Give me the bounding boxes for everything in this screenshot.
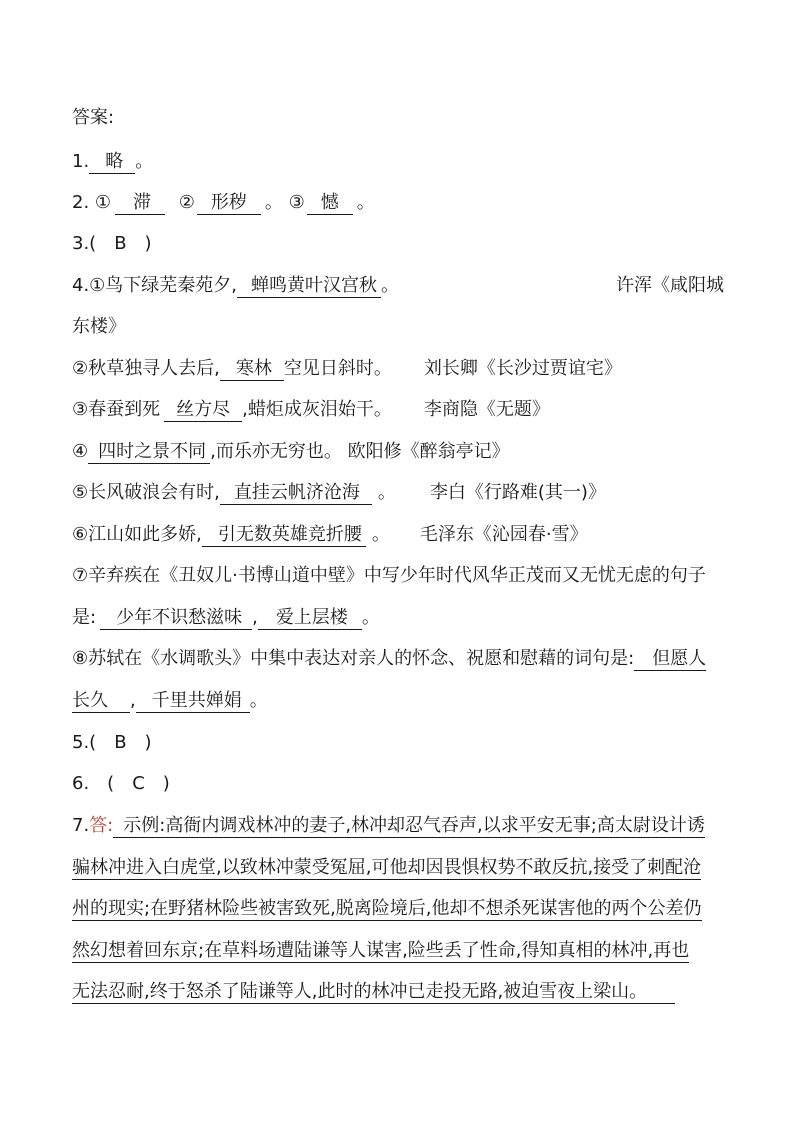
answer-4-item-1 <box>72 274 724 298</box>
q4-i3-prefix: ③春蚕到死 <box>72 399 161 420</box>
q4-i5-prefix: ⑤长风破浪会有时, <box>72 482 220 503</box>
q4-i2-source: 刘长卿《长沙过贾谊宅》 <box>423 358 622 379</box>
q4-i5-end: 。 <box>377 482 396 503</box>
q4-i1-end: 。 <box>381 275 400 296</box>
answer-4-item-5 <box>72 481 606 505</box>
q4-i4-prefix: ④ <box>72 441 89 462</box>
q4-i7-blank-2: 爱上层楼 <box>258 607 362 630</box>
q4-i8-blank-2: 千里共婵娟 <box>136 690 250 713</box>
q4-i5-source: 李白《行路难(其一)》 <box>429 482 606 503</box>
q7-number: 7. <box>72 815 90 836</box>
q4-i3-source: 李商隐《无题》 <box>423 399 550 420</box>
q7-text-4: 然幻想着回东京;在草料场遭陆谦等人谋害,险些丢了性命,得知真相的林冲,再也 <box>72 940 690 961</box>
q4-i8-end: 。 <box>249 690 268 711</box>
answer-4-item-8-line-1 <box>72 647 706 671</box>
q7-text-2: 骗林冲进入白虎堂,以致林冲蒙受冤屈,可他却因畏惧权势不敢反抗,接受了刺配沧 <box>72 857 702 878</box>
q7-text-3: 州的现实;在野猪林险些被害致死,脱离险境后,他却不想杀死谋害他的两个公差仍 <box>72 898 702 919</box>
q7-text-1: 示例:高衙内调戏林冲的妻子,林冲却忍气吞声,以求平安无事;高太尉设计诱 <box>113 815 705 838</box>
q4-i1-blank: 蝉鸣黄叶汉宫秋 <box>237 275 381 298</box>
heading: 答案: <box>72 107 115 128</box>
q4-i8-blank-1b: 长久 <box>72 690 130 713</box>
q4-i2-prefix: ②秋草独寻人去后, <box>72 358 220 379</box>
q4-i7-end: 。 <box>361 607 380 628</box>
q4-i5-blank: 直挂云帆济沧海 <box>220 482 372 505</box>
answer-4-item-8-line-2 <box>72 689 268 713</box>
answer-5: 5.( B ) <box>72 732 152 753</box>
answer-7-line-1 <box>72 814 705 838</box>
q4-i8-prefix: ⑧苏轼在《水调歌头》中集中表达对亲人的怀念、祝愿和慰藉的词句是: <box>72 648 635 669</box>
q4-i6-end: 。 <box>371 524 390 545</box>
answer-7-line-2 <box>72 856 701 880</box>
answer-3: 3.( B ) <box>72 233 152 254</box>
q1-end: 。 <box>135 151 154 172</box>
q4-i1-source-cont: 东楼》 <box>72 316 126 337</box>
q4-i6-source: 毛泽东《沁园春·雪》 <box>419 524 588 545</box>
q4-i8-sep: , <box>130 690 136 711</box>
answer-4-item-6 <box>72 523 588 547</box>
q4-i8-blank-1a: 但愿人 <box>634 648 706 671</box>
answer-2 <box>72 191 375 215</box>
q2-blank-3: 憾 <box>307 192 353 215</box>
answer-7-line-5 <box>72 980 675 1004</box>
q2-sep-2: 。 ③ <box>264 192 305 213</box>
q4-i2-post: 空见日斜时。 <box>283 358 392 379</box>
q2-blank-2: 形秽 <box>197 192 261 215</box>
q4-i7-blank-1: 少年不识愁滋味 <box>100 607 252 630</box>
answer-4-item-7-line-2 <box>72 606 380 630</box>
q4-i6-prefix: ⑥江山如此多娇, <box>72 524 202 545</box>
answer-4-item-3 <box>72 398 550 422</box>
q2-end: 。 <box>356 192 375 213</box>
q4-i6-blank: 引无数英雄竞折腰 <box>202 524 366 547</box>
q4-i4-blank: 四时之景不同 <box>88 441 210 464</box>
q4-i3-blank: 丝方尽 <box>164 399 242 422</box>
q4-i4-post: ,而乐亦无穷也。 欧阳修《醉翁亭记》 <box>210 441 510 462</box>
q1-number: 1. <box>72 151 90 172</box>
answer-4-item-4 <box>72 440 510 464</box>
q7-text-5: 无法忍耐,终于怒杀了陆谦等人,此时的林冲已走投无路,被迫雪夜上梁山。 <box>72 981 675 1004</box>
q4-i2-blank: 寒林 <box>220 358 284 381</box>
answer-7-line-4 <box>72 939 689 963</box>
q2-sep-1: ② <box>178 192 195 213</box>
q4-i1-prefix: 4.①鸟下绿芜秦苑夕, <box>72 275 238 296</box>
answer-6: 6. ( C ) <box>72 773 170 794</box>
answer-7-line-3 <box>72 897 702 921</box>
answer-4-item-2 <box>72 357 622 381</box>
q1-blank: 略 <box>89 151 135 174</box>
q7-label: 答: <box>89 815 114 836</box>
answer-1 <box>72 150 153 174</box>
q4-i7-sep: , <box>252 607 258 628</box>
q2-number: 2. ① <box>72 192 112 213</box>
q2-blank-1: 滞 <box>115 192 165 215</box>
q4-i3-post: ,蜡炬成灰泪始干。 <box>242 399 392 420</box>
q4-i7-prefix: 是: <box>72 607 97 628</box>
q4-i1-source: 许浑《咸阳城 <box>616 275 724 296</box>
answer-4-item-7-line-1: ⑦辛弃疾在《丑奴儿·书博山道中壁》中写少年时代风华正茂而又无忧无虑的句子 <box>72 565 706 586</box>
